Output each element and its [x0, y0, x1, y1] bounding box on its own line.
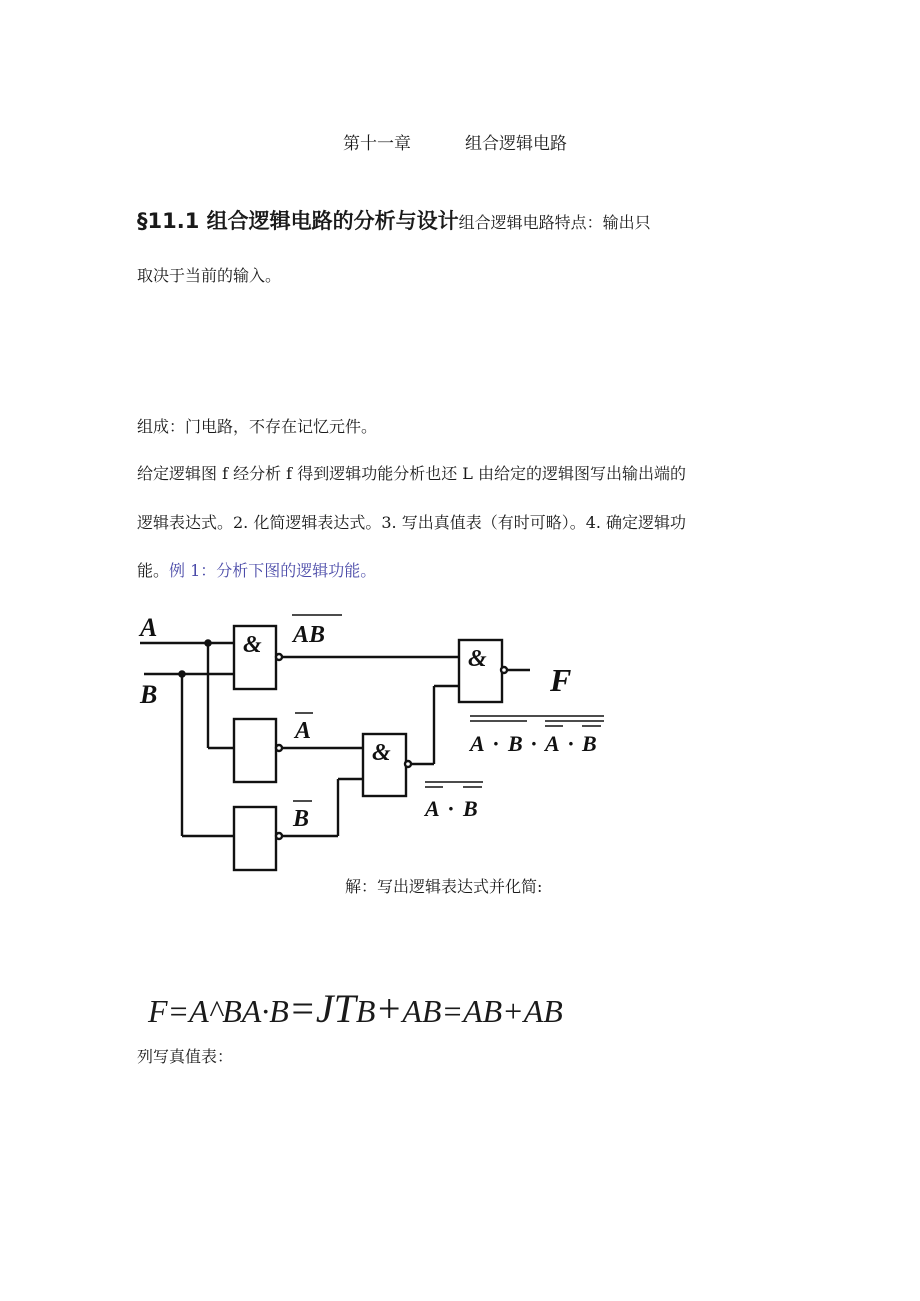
overbars — [292, 615, 604, 801]
logic-circuit-diagram — [130, 600, 620, 880]
not-b-label: B — [293, 806, 310, 832]
simplified-formula — [148, 985, 563, 1032]
chapter-title: 组合逻辑电路 — [465, 134, 567, 154]
paragraph-line-3: 给定逻辑图 f 经分析 f 得到逻辑功能分析也还 L 由给定的逻辑图写出输出端的 — [137, 464, 686, 483]
inversion-bubble — [276, 745, 282, 751]
section-heading — [137, 205, 651, 235]
gate-and-symbol: & — [243, 632, 262, 658]
output-f-label: F — [550, 662, 572, 698]
truth-table-label: 列写真值表： — [137, 1047, 234, 1066]
chapter-label: 第十一章 — [343, 134, 411, 154]
inversion-bubble — [276, 833, 282, 839]
not-gate-a — [234, 719, 276, 782]
junction-dots — [178, 639, 212, 678]
formula-part-1: F=A^BA·B — [148, 993, 289, 1029]
paragraph-line-2: 组成：门电路，不存在记忆元件。 — [137, 417, 378, 436]
formula-part-5: AB=AB+AB — [402, 993, 563, 1029]
example-text: 例 1：分析下图的逻辑功能。 — [169, 561, 377, 580]
output-expr-dot1: · — [493, 731, 499, 756]
paragraph-line-1: 取决于当前的输入。 — [137, 266, 282, 285]
paragraph-line-4: 逻辑表达式。2. 化简逻辑表达式。3. 写出真值表（有时可略）。4. 确定逻辑功 — [137, 513, 687, 532]
solution-text: 解：写出逻辑表达式并化简: — [345, 877, 543, 896]
gate-and-symbol: & — [468, 646, 487, 672]
output-expr-dot3: · — [568, 731, 574, 756]
output-expr-a1: A — [470, 731, 485, 756]
not-a-label: A — [295, 718, 312, 744]
and-label-a: A — [425, 796, 440, 821]
formula-part-3: B — [355, 993, 376, 1029]
output-expr-b1: B — [508, 731, 523, 756]
formula-part-4: + — [375, 986, 403, 1031]
and-label-dot: · — [448, 796, 454, 821]
line-5-prefix: 能。 — [137, 561, 170, 580]
nand-ab-label: AB — [293, 622, 326, 648]
formula-part-2: =JT — [288, 986, 356, 1031]
logic-gates — [234, 626, 507, 870]
inversion-bubble — [276, 654, 282, 660]
input-b-label: B — [140, 680, 158, 709]
section-title: §11.1 组合逻辑电路的分析与设计 — [137, 209, 459, 233]
inversion-bubble — [501, 667, 507, 673]
paragraph-line-5 — [137, 558, 376, 581]
not-gate-b — [234, 807, 276, 870]
output-expr-dot2: · — [531, 731, 537, 756]
input-a-label: A — [140, 613, 158, 642]
output-expr-a2: A — [545, 731, 560, 756]
section-intro: 组合逻辑电路特点：输出只 — [458, 213, 651, 232]
output-expr-b2: B — [582, 731, 597, 756]
inversion-bubble — [405, 761, 411, 767]
and-label-b: B — [463, 796, 478, 821]
gate-and-symbol: & — [372, 740, 391, 766]
